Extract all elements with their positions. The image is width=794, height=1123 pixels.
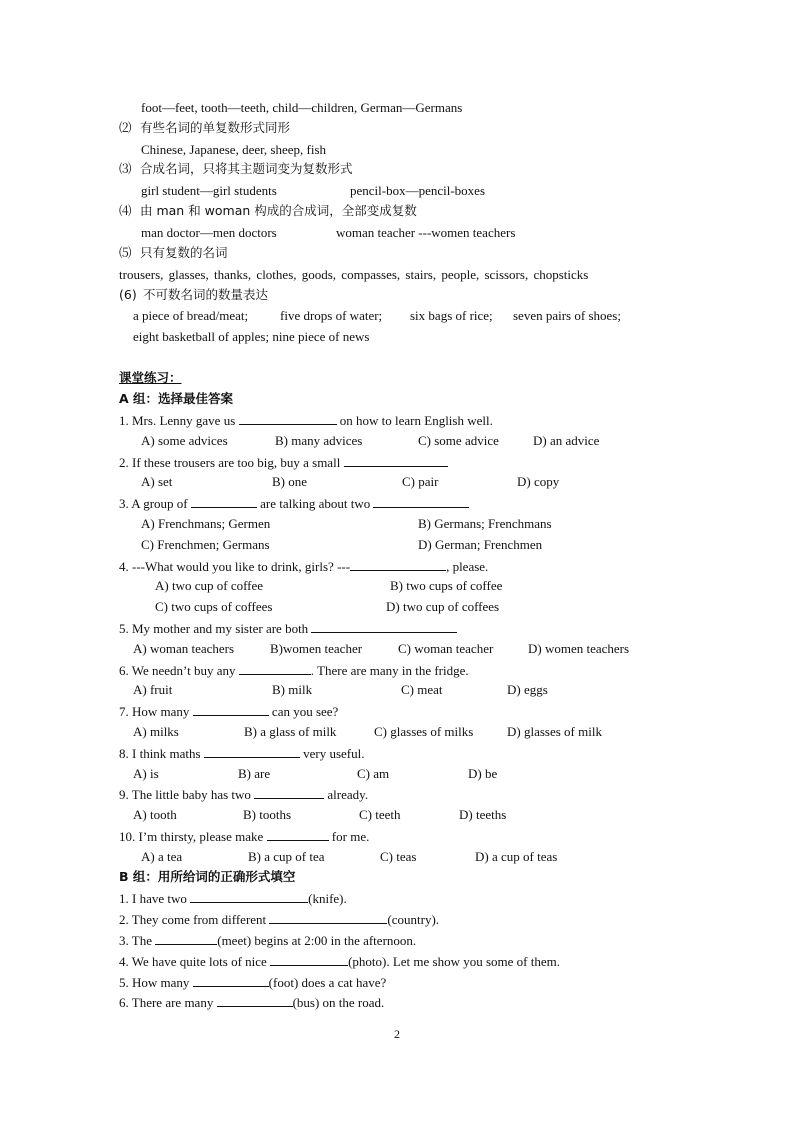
option-a[interactable]: A) milks — [133, 724, 179, 739]
rule-2 — [119, 119, 291, 136]
question-1-text-after: on how to learn English well. — [339, 413, 493, 428]
option-a[interactable]: A) fruit — [133, 682, 173, 697]
option-a[interactable]: A) set — [141, 474, 173, 489]
rule-4 — [119, 202, 417, 219]
option-c[interactable]: C) meat — [401, 682, 443, 697]
rule-4-number: ⑷ — [119, 203, 132, 218]
question-5 — [119, 619, 457, 637]
rule-6 — [119, 286, 269, 303]
option-a[interactable]: A) woman teachers — [133, 641, 235, 656]
answer-blank[interactable] — [190, 889, 308, 903]
answer-blank[interactable] — [191, 494, 257, 508]
option-c[interactable]: C) glasses of milks — [374, 724, 474, 739]
fill-question-1 — [119, 889, 347, 907]
fill-question-1-text: 1. I have two — [119, 891, 187, 906]
answer-blank[interactable] — [217, 993, 293, 1007]
rule-4-example-2: woman teacher ---women teachers — [336, 225, 516, 240]
option-c[interactable]: C) pair — [402, 474, 439, 489]
question-2-text: 2. If these trousers are too big, buy a small — [119, 455, 341, 470]
option-d[interactable]: D) teeths — [459, 807, 507, 822]
practice-heading: 课堂练习： — [119, 370, 182, 385]
fill-question-3-hint: (meet) begins at 2:00 in the afternoon. — [217, 933, 417, 948]
option-d[interactable]: D) be — [468, 766, 498, 781]
question-1 — [119, 411, 493, 429]
fill-question-5-text: 5. How many — [119, 975, 190, 990]
option-b[interactable]: B) a glass of milk — [244, 724, 337, 739]
question-3 — [119, 494, 469, 512]
option-c[interactable]: C) woman teacher — [398, 641, 494, 656]
option-d[interactable]: D) eggs — [507, 682, 548, 697]
answer-blank[interactable] — [204, 744, 300, 758]
option-d[interactable]: D) women teachers — [528, 641, 630, 656]
question-6 — [119, 661, 469, 679]
option-a[interactable]: A) some advices — [141, 433, 228, 448]
option-d[interactable]: D) German; Frenchmen — [418, 537, 543, 552]
fill-question-5 — [119, 973, 386, 991]
rule-5 — [119, 244, 228, 261]
question-10-text: 10. I’m thirsty, please make — [119, 829, 264, 844]
option-d[interactable]: D) a cup of teas — [475, 849, 558, 864]
rule-2-text: 有些名词的单复数形式同形 — [140, 120, 291, 135]
question-9-text-after: already. — [327, 787, 369, 802]
group-b-title: B 组：用所给词的正确形式填空 — [119, 869, 296, 884]
option-a[interactable]: A) is — [133, 766, 159, 781]
rule-5-number: ⑸ — [119, 245, 132, 260]
question-8-text-after: very useful. — [303, 746, 365, 761]
option-b[interactable]: B) milk — [272, 682, 313, 697]
rule-2-number: ⑵ — [119, 120, 132, 135]
option-d[interactable]: D) an advice — [533, 433, 600, 448]
option-c[interactable]: C) some advice — [418, 433, 499, 448]
fill-question-4-hint: (photo). Let me show you some of them. — [348, 954, 560, 969]
rule-6-example: six bags of rice; — [410, 308, 493, 323]
answer-blank[interactable] — [350, 557, 446, 571]
rule-6-examples-line-2: eight basketball of apples; nine piece of news — [133, 329, 370, 344]
rule-6-text: 不可数名词的数量表达 — [143, 287, 269, 302]
fill-question-6-hint: (bus) on the road. — [292, 995, 385, 1010]
option-c[interactable]: C) teeth — [359, 807, 401, 822]
rule-3-example-2: pencil-box—pencil-boxes — [350, 183, 486, 198]
fill-question-2 — [119, 910, 439, 928]
fill-question-1-hint: (knife). — [308, 891, 347, 906]
fill-question-4 — [119, 952, 560, 970]
question-6-text-after: . There are many in the fridge. — [310, 663, 469, 678]
rule-6-example: seven pairs of shoes; — [513, 308, 621, 323]
option-b[interactable]: B) tooths — [243, 807, 292, 822]
question-4-text: 4. ---What would you like to drink, girls? --- — [119, 559, 351, 574]
answer-blank[interactable] — [193, 702, 269, 716]
option-c[interactable]: C) two cups of coffees — [155, 599, 273, 614]
option-c[interactable]: C) teas — [380, 849, 417, 864]
answer-blank[interactable] — [193, 973, 269, 987]
rule-3-example-1: girl student—girl students — [141, 183, 277, 198]
option-b[interactable]: B) Germans; Frenchmans — [418, 516, 552, 531]
fill-question-6 — [119, 993, 384, 1011]
option-a[interactable]: A) Frenchmans; Germen — [141, 516, 271, 531]
rule-4-example-1: man doctor—men doctors — [141, 225, 277, 240]
answer-blank[interactable] — [373, 494, 469, 508]
fill-question-2-hint: (country). — [387, 912, 440, 927]
question-8-text: 8. I think maths — [119, 746, 201, 761]
question-7-text-after: can you see? — [271, 704, 339, 719]
rule-5-example: trousers, glasses, thanks, clothes, goods, compasses, stairs, people, scissors, chopsticks — [119, 267, 589, 282]
answer-blank[interactable] — [270, 952, 348, 966]
question-6-text: 6. We needn’t buy any — [119, 663, 236, 678]
rule-3 — [119, 160, 353, 177]
question-10 — [119, 827, 369, 845]
fill-question-2-text: 2. They come from different — [119, 912, 267, 927]
group-a-title: A 组：选择最佳答案 — [119, 391, 234, 406]
question-8 — [119, 744, 364, 762]
option-d[interactable]: D) two cup of coffees — [386, 599, 500, 614]
rule-4-text: 由 man 和 woman 构成的合成词，全部变成复数 — [140, 203, 417, 218]
answer-blank[interactable] — [239, 411, 337, 425]
fill-question-5-hint: (foot) does a cat have? — [268, 975, 387, 990]
answer-blank[interactable] — [239, 661, 311, 675]
option-b[interactable]: B) are — [238, 766, 271, 781]
option-d[interactable]: D) glasses of milk — [507, 724, 602, 739]
rule-3-text: 合成名词，只将其主题词变为复数形式 — [140, 161, 353, 176]
option-d[interactable]: D) copy — [517, 474, 560, 489]
answer-blank[interactable] — [254, 785, 324, 799]
question-7-text: 7. How many — [119, 704, 190, 719]
question-3-text: 3. A group of — [119, 496, 188, 511]
option-c[interactable]: C) am — [357, 766, 390, 781]
question-2 — [119, 453, 448, 471]
rule-6-example: five drops of water; — [280, 308, 383, 323]
rule-6-example: a piece of bread/meat; — [133, 308, 249, 323]
answer-blank[interactable] — [155, 931, 217, 945]
question-10-text-after: for me. — [331, 829, 370, 844]
rule-3-number: ⑶ — [119, 161, 132, 176]
question-9-text: 9. The little baby has two — [119, 787, 251, 802]
fill-question-3-text: 3. The — [119, 933, 152, 948]
question-5-text: 5. My mother and my sister are both — [119, 621, 309, 636]
answer-blank[interactable] — [311, 619, 457, 633]
question-4 — [119, 557, 488, 575]
fill-question-6-text: 6. There are many — [119, 995, 214, 1010]
page-number: 2 — [394, 1027, 400, 1041]
rule-6-number: (6) — [119, 287, 137, 302]
question-3-text-after: are talking about two — [260, 496, 371, 511]
option-b[interactable]: B)women teacher — [270, 641, 363, 656]
question-1-text: 1. Mrs. Lenny gave us — [119, 413, 236, 428]
option-b[interactable]: B) two cups of coffee — [390, 578, 503, 593]
question-4-text-after: , please. — [446, 559, 489, 574]
option-c[interactable]: C) Frenchmen; Germans — [141, 537, 270, 552]
question-7 — [119, 702, 338, 720]
answer-blank[interactable] — [267, 827, 329, 841]
rule-5-text: 只有复数的名词 — [140, 245, 228, 260]
answer-blank[interactable] — [269, 910, 387, 924]
option-a[interactable]: A) a tea — [141, 849, 183, 864]
irregular-plural-examples: foot—feet, tooth—teeth, child—children, German—Germans — [141, 100, 463, 115]
rule-2-example: Chinese, Japanese, deer, sheep, fish — [141, 142, 327, 157]
answer-blank[interactable] — [344, 453, 448, 467]
option-b[interactable]: B) one — [272, 474, 308, 489]
question-9 — [119, 785, 368, 803]
option-b[interactable]: B) many advices — [275, 433, 363, 448]
option-a[interactable]: A) two cup of coffee — [155, 578, 264, 593]
fill-question-4-text: 4. We have quite lots of nice — [119, 954, 267, 969]
fill-question-3 — [119, 931, 416, 949]
option-a[interactable]: A) tooth — [133, 807, 177, 822]
option-b[interactable]: B) a cup of tea — [248, 849, 325, 864]
